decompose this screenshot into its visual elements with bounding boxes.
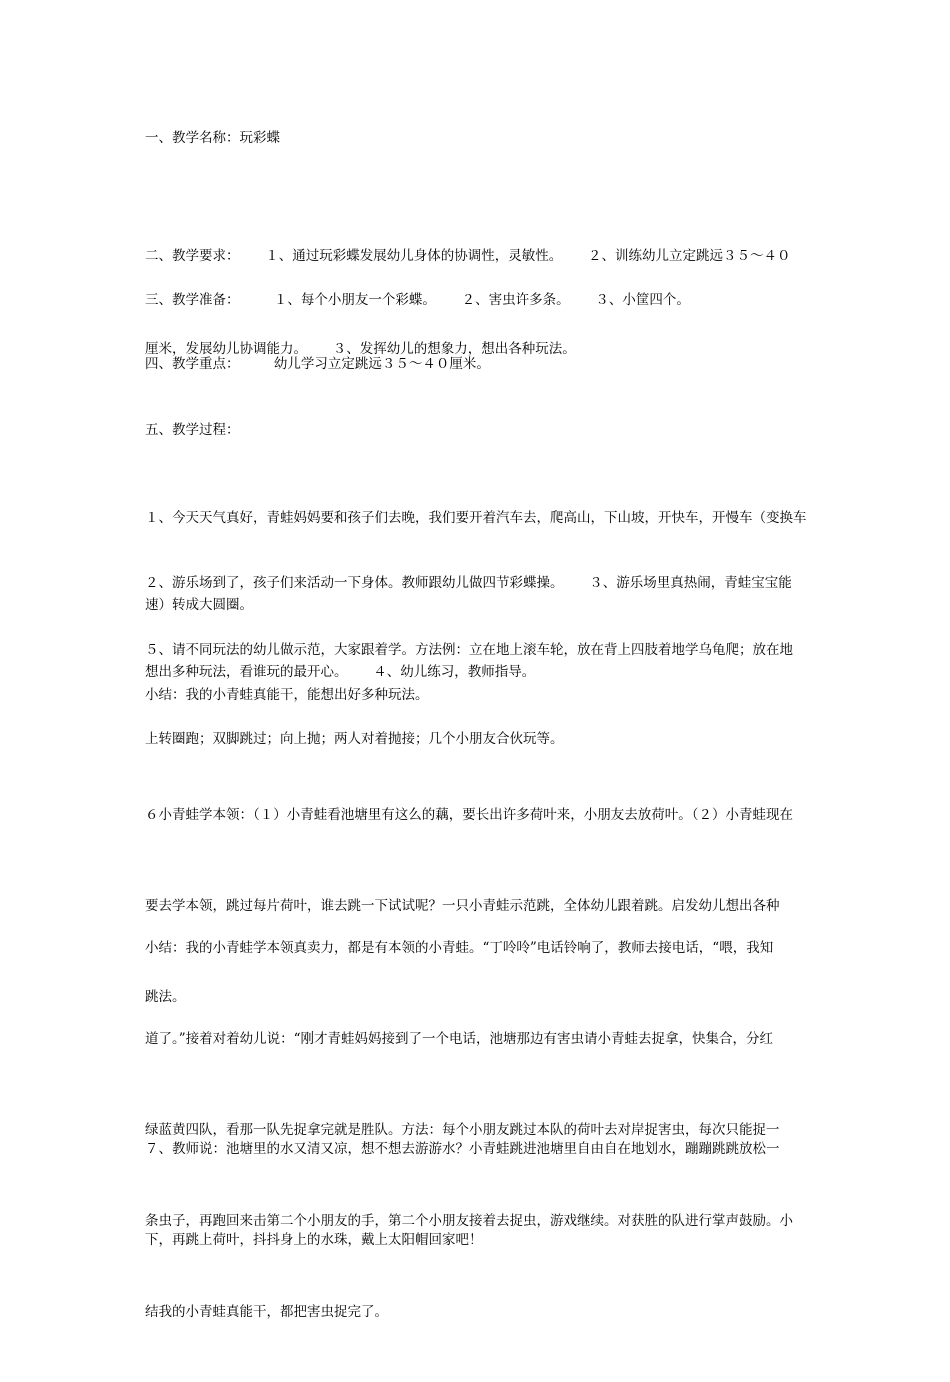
step6-line-2: 要去学本领，跳过每片荷叶，谁去跳一下试试呢？一只小青蛙示范跳，全体幼儿跟着跳。启发幼儿想出各种 <box>145 898 780 914</box>
summary2-line-3: 绿蓝黄四队，看那一队先捉拿完就是胜队。方法：每个小朋友跳过本队的荷叶去对岸捉害虫，每次只能捉一 <box>145 1122 780 1138</box>
step6-line-3: 跳法。 <box>145 989 186 1005</box>
section-teaching-focus: 四、教学重点： 幼儿学习立定跳远３５～４０厘米。 <box>145 356 490 372</box>
step6-line-1: ６小青蛙学本领：（１）小青蛙看池塘里有这么的藕，要长出许多荷叶来，小朋友去放荷叶。（２）小青蛙现在 <box>145 807 793 823</box>
step1-line-2: 速）转成大圆圈。 <box>145 597 253 613</box>
summary2-line-2: 道了。”接着对着幼儿说：“刚才青蛙妈妈接到了一个电话，池塘那边有害虫请小青蛙去捉拿，快集合，分红 <box>145 1031 774 1047</box>
section-process-title: 五、教学过程： <box>145 422 240 438</box>
summary2-line-5: 结我的小青蛙真能干，都把害虫捉完了。 <box>145 1304 388 1320</box>
section-teaching-preparation: 三、教学准备： １、每个小朋友一个彩蝶。 ２、害虫许多条。 ３、小筐四个。 <box>145 292 690 308</box>
section-teaching-name: 一、教学名称：玩彩蝶 <box>145 130 280 146</box>
requirements-line-2: 厘米，发展幼儿协调能力。 ３、发挥幼儿的想象力，想出各种玩法。 <box>145 341 576 357</box>
summary2-line-1: 小结：我的小青蛙学本领真卖力，都是有本领的小青蛙。“丁呤呤”电话铃响了，教师去接电话，“喂，我知 <box>145 940 774 956</box>
step2-line-1: ２、游乐场到了，孩子们来活动一下身体。教师跟幼儿做四节彩蝶操。 ３、游乐场里真热闹，青蛙宝宝能 <box>145 575 792 591</box>
step5-line-1: ５、请不同玩法的幼儿做示范，大家跟着学。方法例：立在地上滚车轮，放在背上四肢着地学乌龟爬；放在地 <box>145 642 793 658</box>
step7-line-2: 下，再跳上荷叶，抖抖身上的水珠，戴上太阳帽回家吧！ <box>145 1232 483 1248</box>
summary-1: 小结：我的小青蛙真能干，能想出好多种玩法。 <box>145 687 429 703</box>
process-step-7 <box>145 1079 813 1310</box>
requirements-line-1: 二、教学要求： １、通过玩彩蝶发展幼儿身体的协调性，灵敏性。 ２、训练幼儿立定跳远３５～４０ <box>145 248 791 264</box>
step1-line-1: １、今天天气真好，青蛙妈妈要和孩子们去晚，我们要开着汽车去，爬高山，下山坡，开快车，开慢车（变换车 <box>145 510 807 526</box>
step5-line-2: 上转圈跑；双脚跳过；向上抛；两人对着抛接；几个小朋友合伙玩等。 <box>145 731 564 747</box>
summary2-line-4: 条虫子，再跑回来击第二个小朋友的手，第二个小朋友接着去捉虫，游戏继续。对获胜的队进行掌声鼓励。小 <box>145 1213 793 1229</box>
step7-line-1: ７、教师说：池塘里的水又清又凉，想不想去游游水？小青蛙跳进池塘里自由自在地划水，蹦蹦跳跳放松一 <box>145 1141 780 1157</box>
step2-line-2: 想出多种玩法，看谁玩的最开心。 ４、幼儿练习，教师指导。 <box>145 664 536 680</box>
